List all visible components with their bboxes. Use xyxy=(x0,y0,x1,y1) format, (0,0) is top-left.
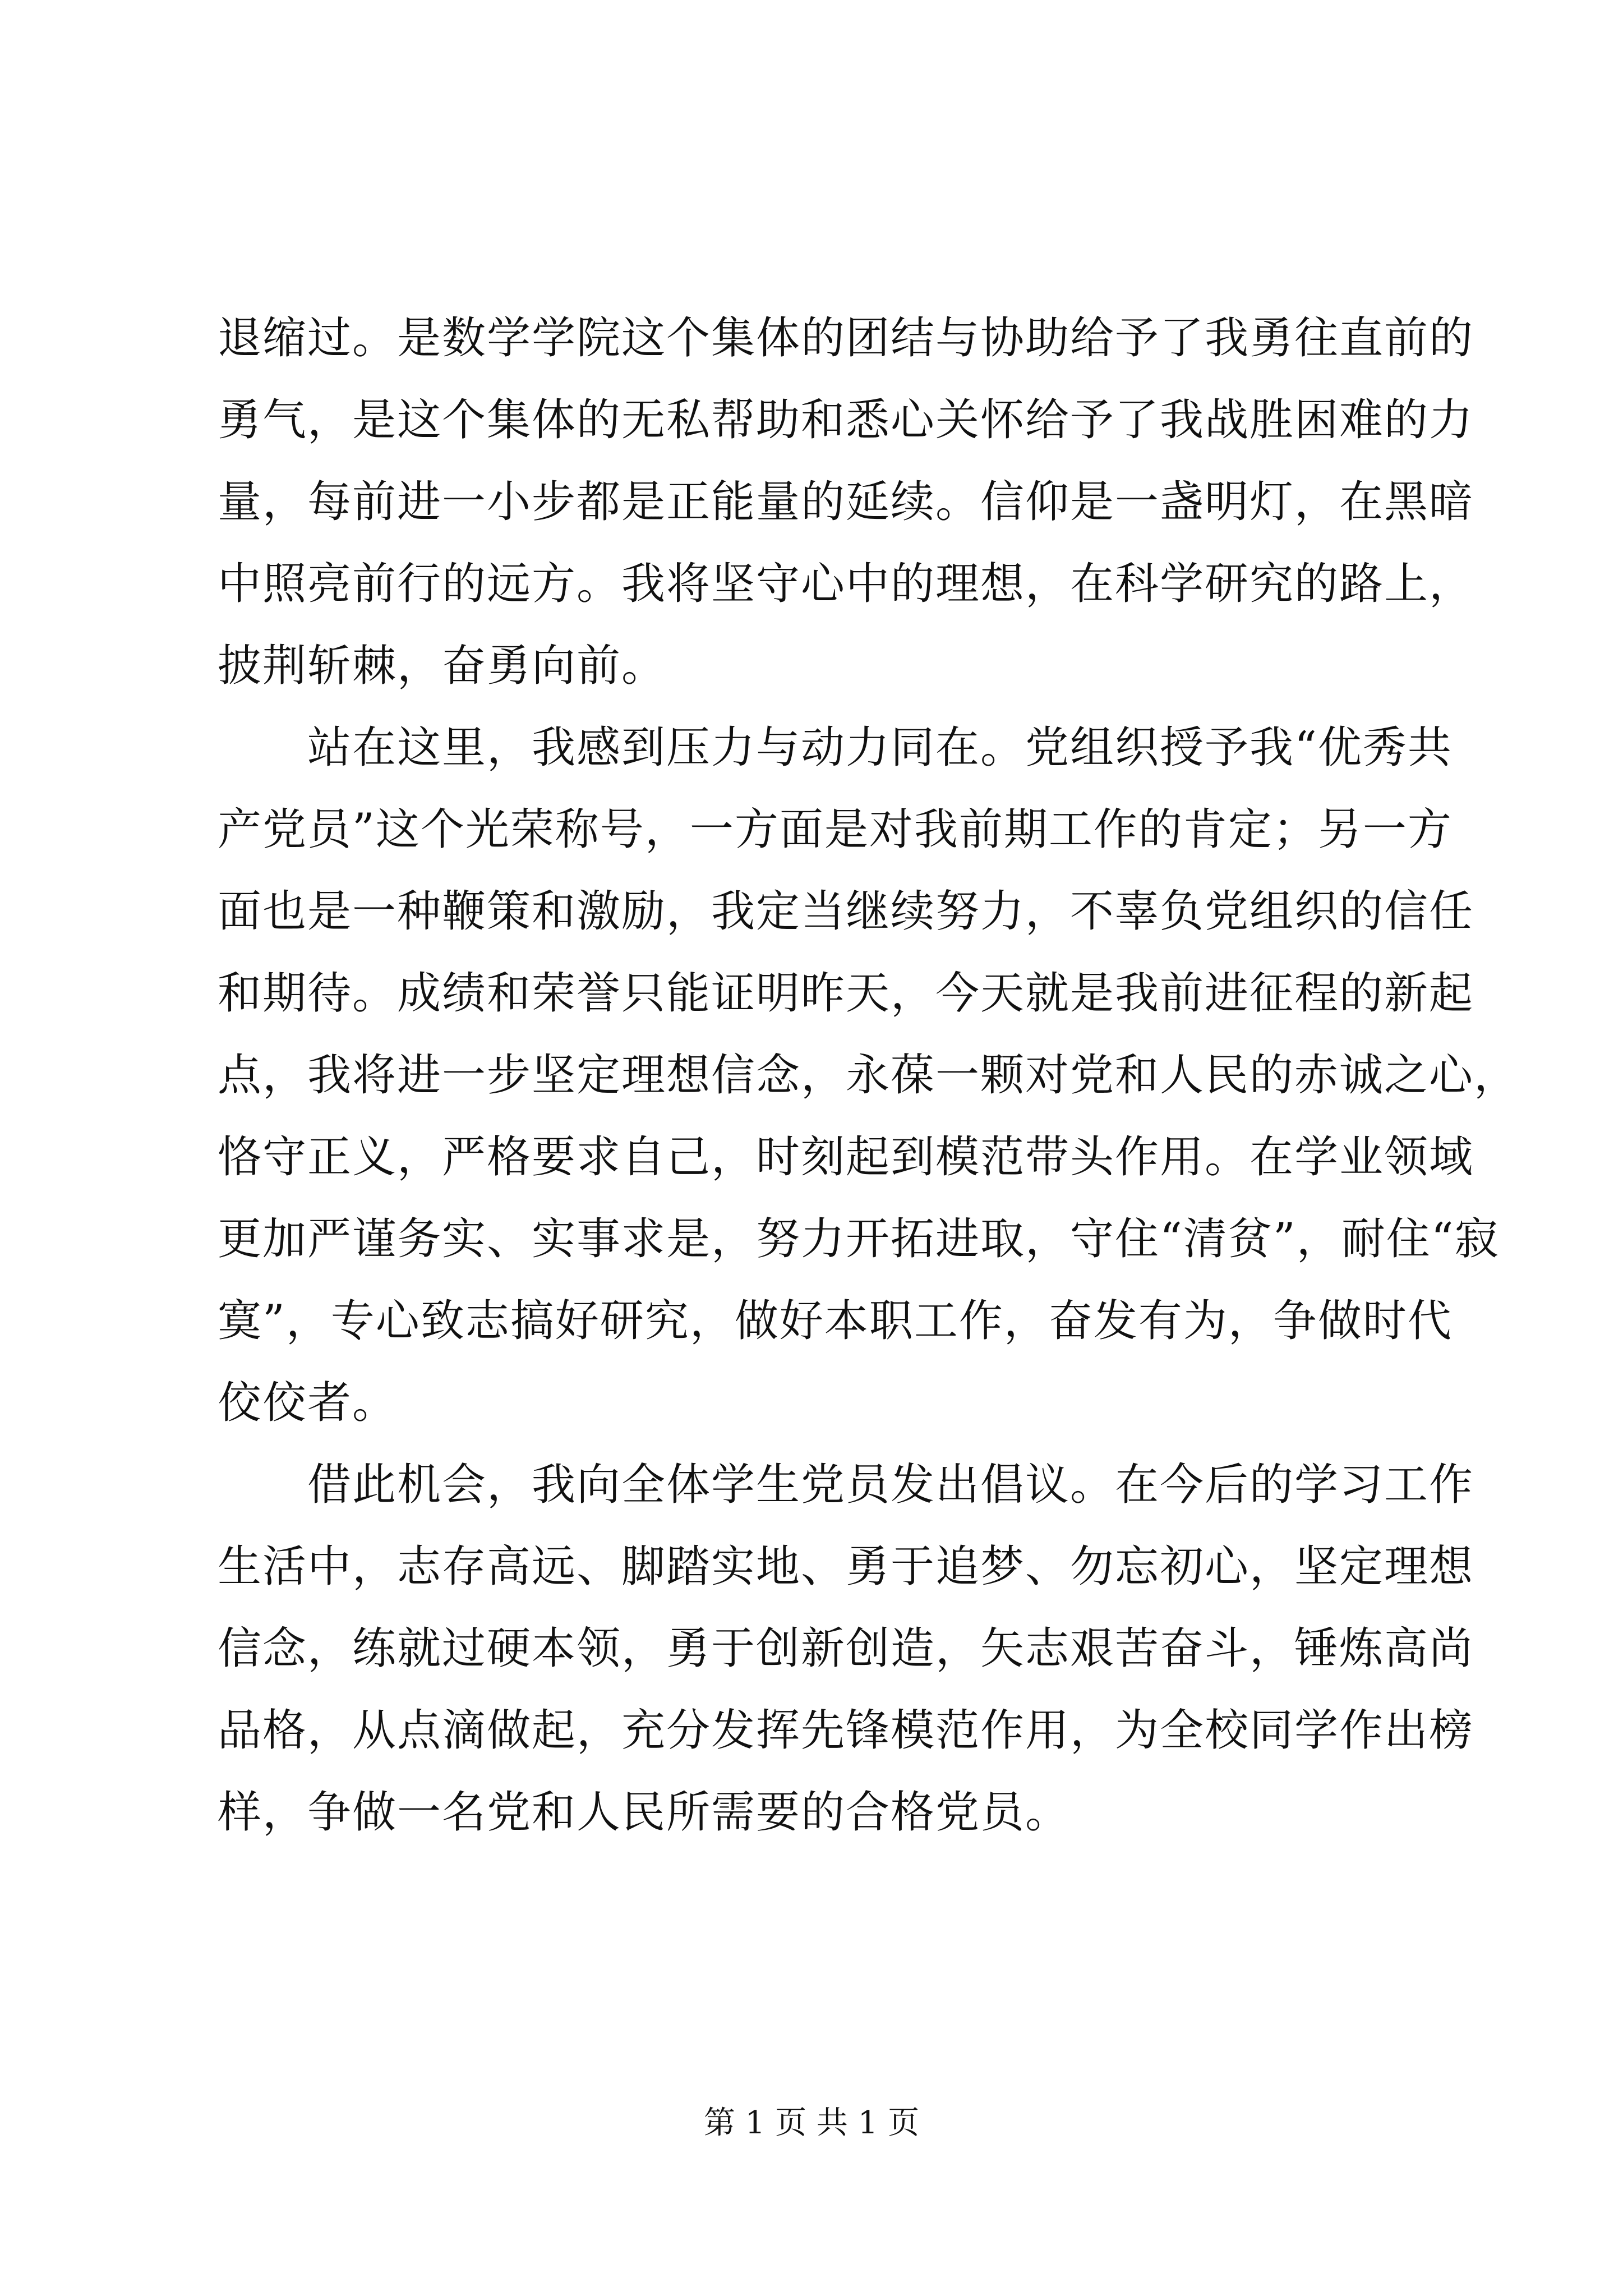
text-line: 寞”，专心致志搞好研究，做好本职工作，奋发有为，争做时代 xyxy=(218,1296,1453,1346)
text-line: 信念，练就过硬本领，勇于创新创造，矢志艰苦奋斗，锤炼高尚 xyxy=(218,1623,1474,1674)
text-line: 借此机会，我向全体学生党员发出倡议。在今后的学习工作 xyxy=(218,1460,1474,1510)
text-line: 样，争做一名党和人民所需要的合格党员。 xyxy=(218,1787,1071,1838)
text-line: 点，我将进一步坚定理想信念，永葆一颗对党和人民的赤诚之心， xyxy=(218,1050,1519,1101)
text-line: 更加严谨务实、实事求是，努力开拓进取，守住“清贫”，耐住“寂 xyxy=(218,1214,1500,1264)
page-footer: 第 1 页 共 1 页 xyxy=(703,2105,920,2141)
paragraph-1 xyxy=(218,297,1474,707)
text-line: 和期待。成绩和荣誉只能证明昨天，今天就是我前进征程的新起 xyxy=(218,968,1474,1019)
text-line: 面也是一种鞭策和激励，我定当继续努力，不辜负党组织的信任 xyxy=(218,886,1474,937)
text-line: 量，每前进一小步都是正能量的延续。信仰是一盏明灯，在黑暗 xyxy=(218,477,1474,527)
paragraph-3 xyxy=(218,1444,1474,1853)
text-line: 披荆斩棘，奋勇向前。 xyxy=(218,641,667,691)
text-line: 站在这里，我感到压力与动力同在。党组织授予我“优秀共 xyxy=(218,723,1453,773)
text-line: 品格，从点滴做起，充分发挥先锋模范作用，为全校同学作出榜 xyxy=(218,1705,1474,1756)
text-line: 佼佼者。 xyxy=(218,1378,398,1428)
text-line: 中照亮前行的远方。我将坚守心中的理想，在科学研究的路上， xyxy=(218,559,1474,609)
text-line: 产党员”这个光荣称号，一方面是对我前期工作的肯定；另一方 xyxy=(218,804,1453,855)
text-line: 勇气，是这个集体的无私帮助和悉心关怀给予了我战胜困难的力 xyxy=(218,395,1474,445)
document-body xyxy=(218,297,1519,1853)
paragraph-2 xyxy=(218,707,1519,1444)
text-line: 生活中，志存高远、脚踏实地、勇于追梦、勿忘初心，坚定理想 xyxy=(218,1542,1474,1592)
text-line: 退缩过。是数学学院这个集体的团结与协助给予了我勇往直前的 xyxy=(218,313,1474,364)
text-line: 恪守正义，严格要求自己，时刻起到模范带头作用。在学业领域 xyxy=(218,1132,1474,1182)
